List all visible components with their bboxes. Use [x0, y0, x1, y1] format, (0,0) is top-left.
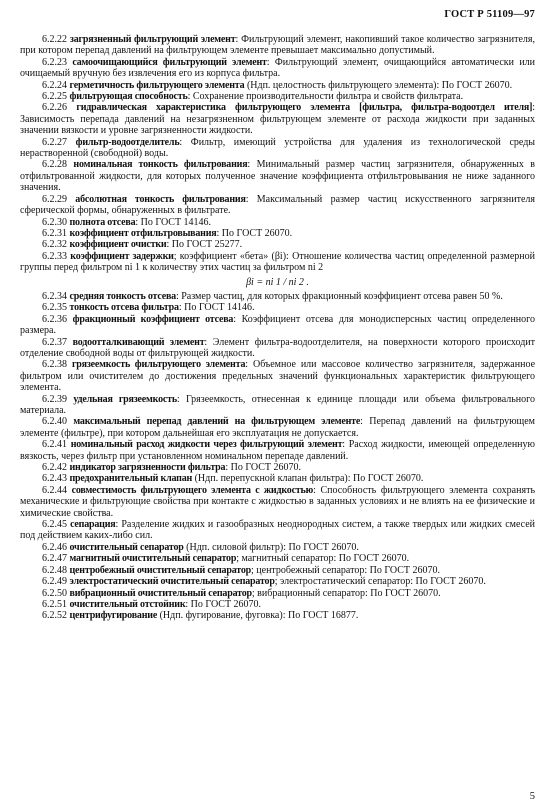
entry-number: 6.2.25 [42, 91, 67, 103]
entry-term: максимальный перепад давлений на фильтрующем элементе [73, 416, 361, 428]
entry-number: 6.2.41 [42, 439, 67, 451]
term-entry [20, 302, 535, 313]
entry-number: 6.2.44 [42, 484, 67, 496]
entry-term: водоотталкивающий элемент [72, 336, 205, 348]
entry-definition: : Перепад давлений на фильтрующем элементе (фильтре), при котором дальнейшая его эксплуатация не допускается. [20, 416, 536, 439]
entry-definition: (Ндп. целостность фильтрующего элемента): По ГОСТ 26070. [244, 79, 513, 91]
entry-term: вибрационный очистительный сепаратор [69, 587, 252, 599]
entry-definition: (Ндп. силовой фильтр): По ГОСТ 26070. [183, 541, 359, 553]
term-entry [20, 194, 535, 217]
entry-definition: : Коэффициент отсева для монодисперсных частиц определенного размера. [20, 313, 536, 337]
entry-term: грязеемкость фильтрующего элемента [71, 359, 246, 371]
entry-definition: : Расход жидкости, имеющей определенную вязкость, через фильтр при установленном номинальном перепаде давлений. [20, 439, 535, 462]
entry-definition: : Фильтр, имеющий устройства для удаления из технологической среды нерастворенной (свободной) воды. [20, 136, 536, 160]
term-entry [20, 394, 535, 417]
term-entry [20, 519, 535, 542]
entry-definition: : По ГОСТ 25277. [166, 239, 243, 251]
entry-term: номинальная тонкость фильтрования [73, 159, 248, 171]
entry-definition: : Минимальный размер частиц загрязнителя, обнаруженных в отфильтрованной жидкости, для которых полученное значение коэффициента отфильтровывания не ниже заданного значения. [20, 159, 536, 194]
entry-definition: : Элемент фильтра-водоотделителя, на поверхности которого происходит отделение свободной воды от фильтрующей жидкости. [20, 336, 536, 359]
entry-term: совместимость фильтрующего элемента с жидкостью [71, 484, 314, 496]
entry-term: очистительный отстойник [69, 598, 186, 610]
entry-number: 6.2.29 [42, 193, 67, 205]
term-entry [20, 337, 535, 360]
entry-number: 6.2.27 [42, 136, 67, 148]
entry-number: 6.2.23 [42, 56, 67, 68]
term-entry [20, 251, 535, 274]
entry-number: 6.2.22 [42, 34, 67, 45]
entry-number: 6.2.32 [42, 239, 67, 251]
entry-number: 6.2.37 [42, 336, 67, 348]
entry-term: коэффициент отфильтровывания [69, 227, 217, 239]
entry-definition: ; вибрационный сепаратор: По ГОСТ 26070. [251, 587, 441, 599]
term-entry [20, 91, 535, 102]
page-number: 5 [529, 791, 535, 802]
entry-term: герметичность фильтрующего элемента [69, 79, 245, 91]
entry-definition: : По ГОСТ 14146. [135, 216, 212, 228]
entry-number: 6.2.30 [42, 216, 67, 228]
entry-number: 6.2.26 [42, 102, 67, 114]
entry-term: коэффициент задержки [70, 250, 174, 262]
entry-definition: : По ГОСТ 14146. [178, 302, 255, 314]
term-entry [20, 416, 535, 439]
entry-definition: (Ндп. перепускной клапан фильтра): По ГОСТ 26070. [192, 473, 424, 485]
entry-number: 6.2.38 [42, 359, 67, 371]
entry-term: фильтр-водоотделитель [75, 136, 180, 148]
entry-number: 6.2.49 [42, 576, 67, 588]
entry-definition: : Объемное или массовое количество загрязнителя, задержанное фильтром или очистителем до достижения предельных значений функциональных характеристик фильтрующего элемента. [20, 359, 536, 394]
entry-number: 6.2.50 [42, 587, 67, 599]
term-entry [20, 439, 535, 462]
entry-number: 6.2.35 [42, 302, 67, 314]
entry-definition: ; коэффициент «бета» (βi): Отношение количества частиц определенной размерной группы перед фильтром ni 1 к количеству этих частиц за фильтром ni 2 [20, 250, 535, 274]
entry-term: загрязненный фильтрующий элемент [69, 34, 236, 45]
entry-term: очистительный сепаратор [69, 541, 184, 553]
term-entry [20, 542, 535, 553]
term-entry [20, 137, 535, 160]
entry-term: номинальный расход жидкости через фильтрующий элемент [70, 439, 343, 451]
entry-number: 6.2.39 [42, 393, 67, 405]
entry-definition: : Способность фильтрующего элемента сохранять механические и фильтрующие свойства при контакте с жидкостью в заданных условиях и не влиять на ее физические и химические свойства. [20, 484, 536, 519]
term-entry [20, 34, 535, 57]
entry-number: 6.2.31 [42, 227, 67, 239]
document-header: ГОСТ Р 51109—97 [444, 9, 535, 20]
entry-term: центрифугирование [69, 610, 158, 622]
entry-term: фильтрующая способность [69, 91, 188, 103]
term-entry [20, 314, 535, 337]
term-entry [20, 159, 535, 193]
document-body [20, 34, 535, 622]
entry-number: 6.2.33 [42, 250, 67, 262]
entry-term: индикатор загрязненности фильтра [69, 462, 226, 474]
term-entry [20, 576, 535, 587]
term-entry [20, 473, 535, 484]
entry-number: 6.2.46 [42, 541, 67, 553]
term-entry [20, 217, 535, 228]
term-entry [20, 57, 535, 80]
entry-number: 6.2.28 [42, 159, 67, 171]
entry-definition: : Фильтрующий элемент, очищающийся автоматически или очищаемый вручную без извлечения его из корпуса фильтра. [20, 56, 536, 80]
entry-term: коэффициент очистки [69, 239, 167, 251]
term-entry [20, 291, 535, 302]
entry-number: 6.2.36 [42, 313, 67, 325]
entry-term: средняя тонкость отсева [69, 290, 176, 302]
entry-number: 6.2.42 [42, 462, 67, 474]
entry-term: гидравлическая характеристика фильтрующего элемента [фильтра, фильтра-водоотдел ителя] [76, 102, 533, 114]
entry-definition: ; электростатический сепаратор: По ГОСТ 26070. [274, 576, 486, 588]
entry-number: 6.2.48 [42, 564, 67, 576]
entry-number: 6.2.24 [42, 79, 67, 91]
term-entry [20, 80, 535, 91]
entry-number: 6.2.51 [42, 598, 67, 610]
entry-definition: : Разделение жидких и газообразных неоднородных систем, а также твердых или жидких смесей под действием каких-либо сил. [20, 519, 536, 542]
term-entry [20, 553, 535, 564]
entry-term: самоочищающийся фильтрующий элемент [72, 56, 267, 68]
entry-definition: ; магнитный сепаратор: По ГОСТ 26070. [236, 553, 410, 565]
entry-definition: (Ндп. фугирование, фуговка): По ГОСТ 16877. [157, 610, 359, 622]
entry-definition: ; центробежный сепаратор: По ГОСТ 26070. [251, 564, 440, 576]
term-entry [20, 485, 535, 519]
term-entry [20, 462, 535, 473]
entry-term: электростатический очистительный сепаратор [69, 576, 275, 588]
entry-definition: : По ГОСТ 26070. [216, 227, 293, 239]
entry-number: 6.2.43 [42, 473, 67, 485]
term-entry [20, 599, 535, 610]
entry-definition: : По ГОСТ 26070. [225, 462, 301, 474]
entry-number: 6.2.40 [42, 416, 67, 428]
entry-number: 6.2.45 [42, 519, 67, 531]
entry-term: сепарация [70, 519, 116, 531]
entry-number: 6.2.47 [42, 553, 67, 565]
term-entry [20, 102, 535, 136]
entry-definition: : Грязеемкость, отнесенная к единице площади или объема фильтровального материала. [20, 393, 535, 416]
entry-term: тонкость отсева фильтра [69, 302, 179, 314]
term-entry [20, 359, 535, 393]
term-entry [20, 565, 535, 576]
term-entry [20, 610, 535, 621]
entry-definition: : Максимальный размер частиц искусственного загрязнителя сферической формы, обнаруженных в фильтрате. [20, 193, 535, 217]
entry-term: магнитный очистительный сепаратор [69, 553, 237, 565]
entry-term: фракционный коэффициент отсева [72, 313, 234, 325]
term-entry [20, 228, 535, 239]
entry-definition: : По ГОСТ 26070. [185, 598, 262, 610]
entry-definition: : Размер частиц, для которых фракционный коэффициент отсева равен 50 %. [175, 290, 503, 302]
entry-definition: : Фильтрующий элемент, накопивший такое количество загрязнителя, при котором перепад давлений на фильтрующем элементе превышает максимально допустимый. [20, 34, 536, 57]
entry-term: абсолютная тонкость фильтрования [75, 193, 246, 205]
beta-formula: βi = ni 1 / ni 2 . [246, 276, 309, 288]
entry-definition: : Сохранение производительности фильтра и свойств фильтрата. [187, 91, 464, 103]
entry-number: 6.2.34 [42, 290, 67, 302]
entry-term: удельная грязеемкость [73, 393, 177, 405]
entry-term: полнота отсева [69, 216, 136, 228]
entry-number: 6.2.52 [42, 610, 67, 622]
entry-definition: : Зависимость перепада давлений на незагрязненном фильтрующем элементе от расхода жидкости при заданных значении вязкости и уровне загрязненности жидкости. [20, 102, 535, 137]
entry-term: центробежный очистительный сепаратор [69, 564, 251, 576]
entry-term: предохранительный клапан [69, 473, 193, 485]
term-entry [20, 239, 535, 250]
term-entry [20, 588, 535, 599]
